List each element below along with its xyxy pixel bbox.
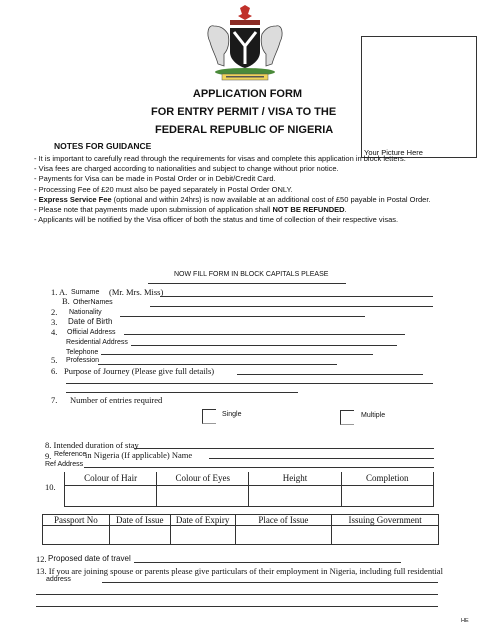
field-9-ref: Reference [54, 451, 87, 458]
field-1b-label: OtherNames [73, 299, 113, 306]
official-address-input[interactable] [124, 334, 405, 335]
height-cell[interactable] [249, 485, 341, 506]
express-bold: Express Service Fee [38, 194, 112, 204]
field-5-label: Profession [66, 357, 100, 364]
features-header-completion: Completion [341, 472, 433, 485]
field-9-rest: in Nigeria (If applicable) Name [85, 450, 193, 460]
passport-header-place: Place of Issue [235, 515, 332, 526]
purpose-input-line-3[interactable] [66, 392, 298, 393]
field-7-num: 7. [51, 395, 58, 405]
instruction-underline [148, 283, 346, 284]
note-refund [34, 205, 489, 215]
refund-bold: NOT BE REFUNDED [272, 205, 345, 215]
footer-code: HE [461, 618, 469, 624]
passport-table [42, 514, 439, 545]
refund-end: . [344, 205, 347, 215]
title-line-1: APPLICATION FORM [192, 88, 303, 100]
note-3: - Payments for Visa can be made in Postal Order or in Debit/Credit Card. [34, 174, 276, 184]
place-of-issue-cell[interactable] [235, 526, 332, 545]
coat-of-arms-emblem [200, 4, 290, 82]
telephone-label: Telephone [66, 349, 99, 356]
field-6-num: 6. [51, 366, 58, 376]
field-1a-title: (Mr. Mrs. Miss) [109, 287, 164, 297]
nationality-input[interactable] [120, 316, 365, 317]
passport-header-number: Passport No [43, 515, 110, 526]
duration-input[interactable] [134, 448, 434, 449]
features-header-eyes: Colour of Eyes [157, 472, 249, 485]
field-2-label: Nationality [69, 309, 102, 316]
features-table [64, 472, 434, 507]
issuing-government-cell[interactable] [332, 526, 439, 545]
field-13-label: 13. If you are joining spouse or parents please give particulars of their employment in Nigeria, including full residential [36, 566, 443, 576]
reference-name-input[interactable] [209, 458, 434, 459]
profession-input[interactable] [98, 364, 337, 365]
refund-text: - Please note that payments made upon submission of application shall [34, 205, 273, 215]
notes-heading: NOTES FOR GUIDANCE [54, 141, 152, 151]
passport-header-expiry: Date of Expiry [170, 515, 235, 526]
issue-date-cell[interactable] [109, 526, 170, 545]
field-9-num: 9. [45, 451, 52, 461]
multiple-label: Multiple [361, 412, 386, 419]
features-header-hair: Colour of Hair [65, 472, 157, 485]
ref-address-input[interactable] [84, 467, 434, 468]
field-6-label: Purpose of Journey (Please give full details) [64, 366, 215, 376]
features-header-height: Height [249, 472, 341, 485]
note-4: - Processing Fee of £20 must also be payed separately in Postal Order ONLY. [34, 184, 293, 194]
ref-address-label: Ref Address [45, 461, 84, 468]
field-8-label: 8. Intended duration of stay [45, 440, 139, 450]
field-10-num: 10. [45, 482, 56, 492]
othernames-input[interactable] [150, 306, 433, 307]
passport-number-cell[interactable] [43, 526, 110, 545]
employment-input-line-3[interactable] [36, 606, 438, 607]
field-7-label: Number of entries required [70, 395, 163, 405]
surname-input[interactable] [160, 296, 433, 297]
title-line-2: FOR ENTRY PERMIT / VISA TO THE [151, 106, 337, 118]
field-3-num: 3. [51, 317, 58, 327]
travel-date-input[interactable] [134, 562, 401, 563]
field-5-num: 5. [51, 355, 58, 365]
field-12-label: Proposed date of travel [48, 554, 131, 563]
purpose-input-line-2[interactable] [66, 383, 433, 384]
employment-input-line-1[interactable] [102, 582, 438, 583]
multiple-checkbox[interactable] [340, 410, 354, 425]
note-6: - Applicants will be notified by the Visa officer of both the status and time of collection of their respective visas. [34, 215, 399, 225]
hair-cell[interactable] [65, 485, 157, 506]
residential-label: Residential Address [66, 339, 128, 346]
employment-input-line-2[interactable] [36, 594, 438, 595]
passport-header-issue-date: Date of Issue [109, 515, 170, 526]
field-4-label: Official Address [67, 329, 116, 336]
express-rest: (optional and within 24hrs) is now available at an additional cost of £50 payable in Postal Order. [111, 194, 431, 204]
note-2: - Visa fees are charged according to nationalities and subject to change without prior notice. [34, 164, 339, 174]
single-label: Single [222, 411, 242, 418]
field-13-address: address [46, 576, 71, 583]
residential-address-input[interactable] [131, 345, 397, 346]
field-1b-num: B. [62, 296, 70, 306]
eyes-cell[interactable] [157, 485, 249, 506]
field-2-num: 2. [51, 307, 58, 317]
telephone-input[interactable] [101, 354, 373, 355]
notes-list [34, 154, 489, 225]
completion-cell[interactable] [341, 485, 433, 506]
field-3-label: Date of Birth [68, 317, 113, 326]
note-express: - Express Service Fee (optional and within 24hrs) is now available at an additional cost of £50 payable in Postal Order. [34, 194, 431, 204]
photo-label: Your Picture Here [364, 148, 423, 157]
field-1a-num: 1. A. [51, 287, 68, 297]
purpose-input[interactable] [237, 374, 423, 375]
note-1: - It is important to carefully read through the requirements for visas and complete this application in block letters. [34, 154, 406, 163]
expiry-cell[interactable] [170, 526, 235, 545]
field-4-num: 4. [51, 327, 58, 337]
single-checkbox[interactable] [202, 409, 216, 424]
passport-header-government: Issuing Government [332, 515, 439, 526]
form-instruction: NOW FILL FORM IN BLOCK CAPITALS PLEASE [174, 271, 329, 278]
field-1a-label: Surname [71, 289, 100, 296]
field-12-num: 12. [36, 554, 47, 564]
title-line-3: FEDERAL REPUBLIC OF NIGERIA [155, 124, 334, 136]
